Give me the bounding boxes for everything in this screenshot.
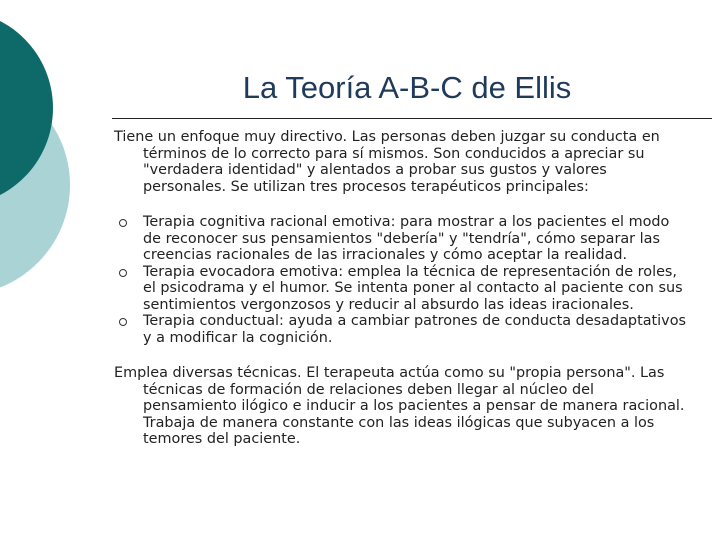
bullet-circle-icon (119, 318, 127, 326)
slide-body (114, 129, 689, 448)
list-item (114, 214, 689, 264)
list-item (114, 313, 689, 346)
closing-paragraph: Emplea diversas técnicas. El terapeuta actúa como su "propia persona". Las técnicas de formación de relaciones deben llegar al núcleo del pensamiento ilógico e inducir a los pacientes a pensar de manera racional. Trabaja de manera constante con las ideas ilógicas que subyacen a los temores del paciente. (114, 365, 685, 447)
bullet-circle-icon (119, 219, 127, 227)
bullet-circle-icon (119, 269, 127, 277)
decorative-circles (0, 0, 120, 300)
intro-paragraph: Tiene un enfoque muy directivo. Las personas deben juzgar su conducta en términos de lo correcto para sí mismos. Son conducidos a apreciar su "verdadera identidad" y alentados a probar sus gustos y valores personales. Se utilizan tres procesos terapéuticos principales: (114, 129, 660, 195)
list-item-text: Terapia evocadora emotiva: emplea la técnica de representación de roles, el psicodrama y el humor. Se intenta poner al contacto al paciente con sus sentimientos vergonzosos y reducir al absurdo las ideas iracionales. (143, 263, 683, 313)
list-item-text: Terapia cognitiva racional emotiva: para mostrar a los pacientes el modo de reconocer sus pensamientos "debería" y "tendría", cómo separar las creencias racionales de las irracionales y cómo aceptar la realidad. (143, 214, 670, 263)
slide-title: La Teoría A-B-C de Ellis (242, 70, 572, 105)
title-divider (112, 118, 712, 119)
therapy-list (114, 214, 689, 346)
list-item (114, 264, 689, 314)
list-item-text: Terapia conductual: ayuda a cambiar patrones de conducta desadaptativos y a modificar la cognición. (143, 313, 686, 346)
